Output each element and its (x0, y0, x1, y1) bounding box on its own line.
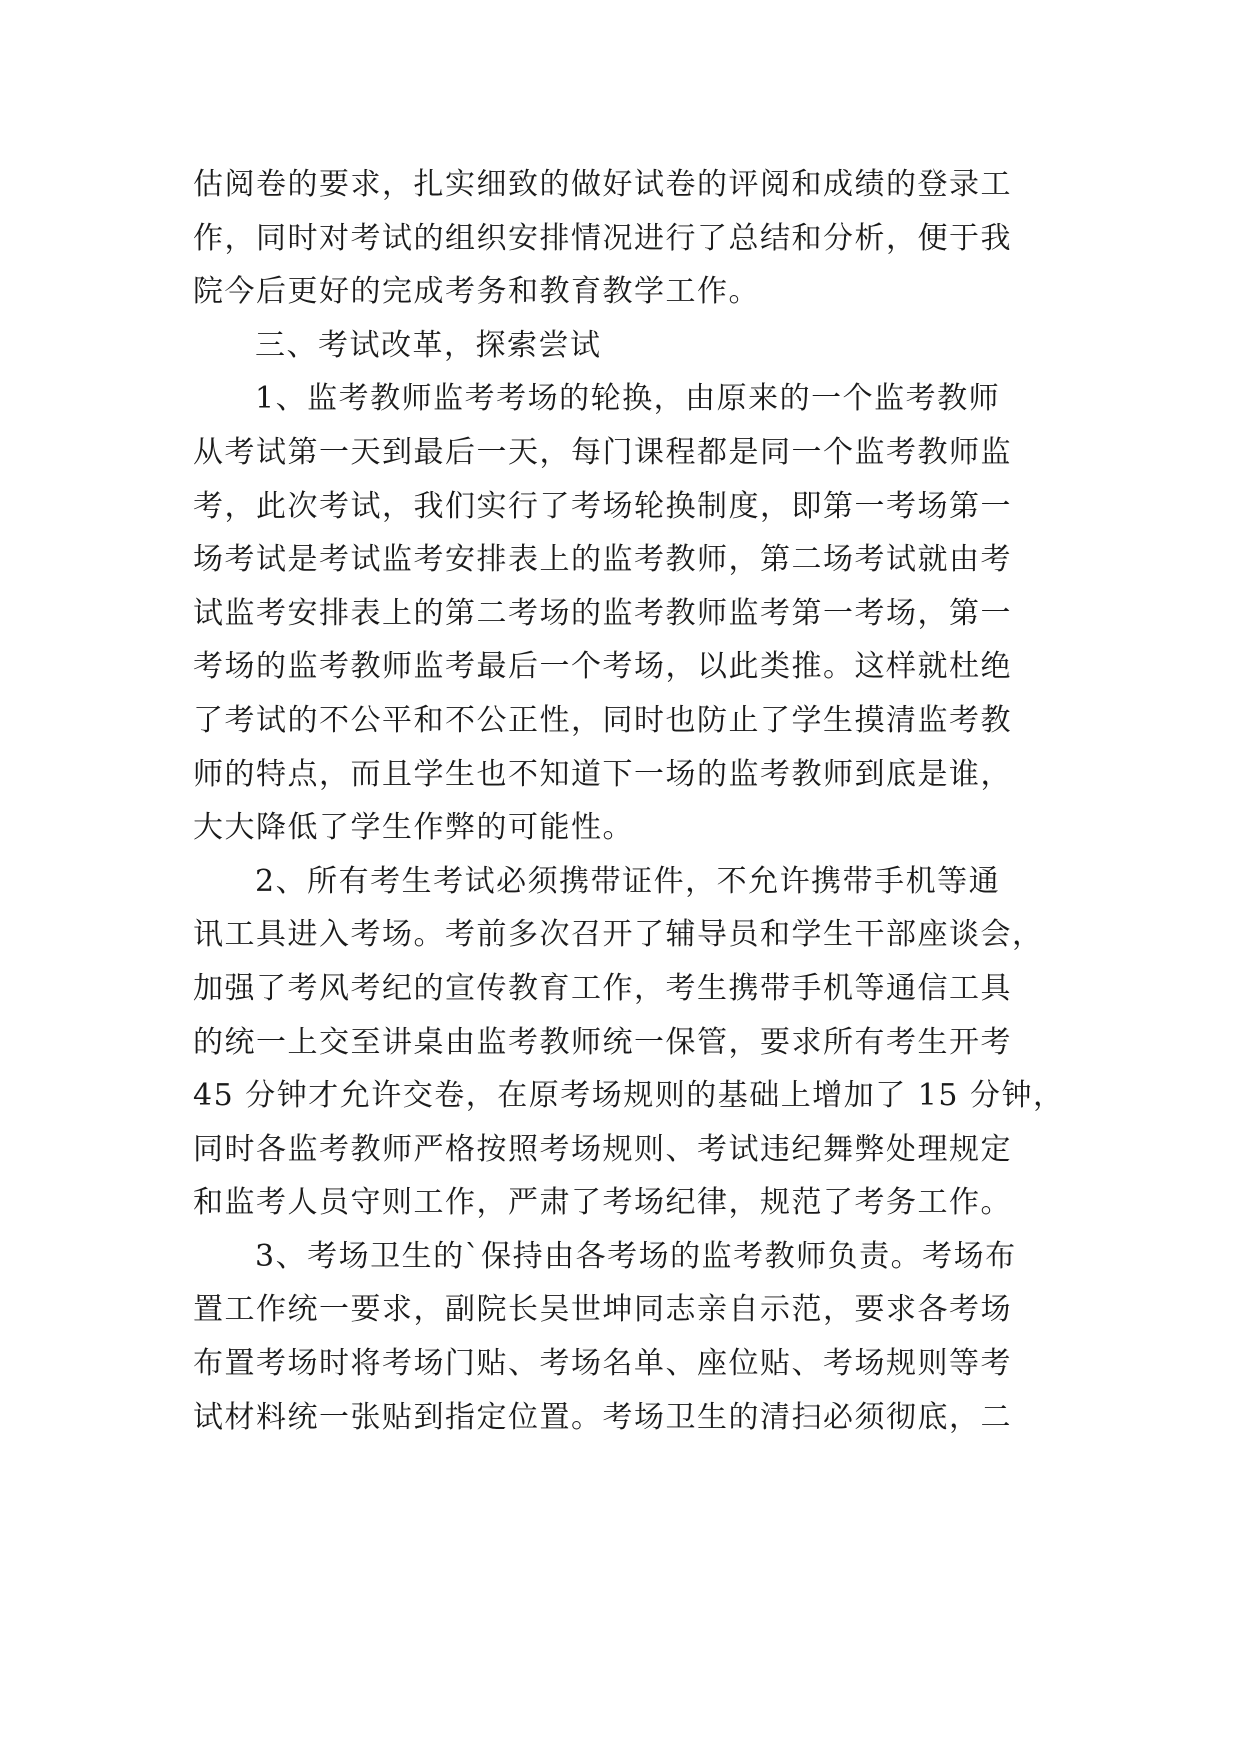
text-line: 估阅卷的要求，扎实细致的做好试卷的评阅和成绩的登录工 (193, 167, 1012, 202)
text-line: 院今后更好的完成考务和教育教学工作。 (193, 274, 760, 310)
text-line: 和监考人员守则工作，严肃了考场纪律，规范了考务工作。 (193, 1185, 1012, 1221)
text-line: 讯工具进入考场。考前多次召开了辅导员和学生干部座谈会， (193, 917, 1044, 953)
text-line: 从考试第一天到最后一天，每门课程都是同一个监考教师监 (193, 434, 1012, 470)
text-line: 大大降低了学生作弊的可能性。 (193, 810, 634, 846)
text-line: 加强了考风考纪的宣传教育工作，考生携带手机等通信工具 (193, 970, 1012, 1006)
text-line: 场考试是考试监考安排表上的监考教师，第二场考试就由考 (193, 542, 1012, 578)
text-line: 试材料统一张贴到指定位置。考场卫生的清扫必须彻底，二 (193, 1399, 1012, 1435)
paragraph-first-line: 三、考试改革，探索尝试 (255, 327, 602, 363)
text-line: 置工作统一要求，副院长吴世坤同志亲自示范，要求各考场 (193, 1292, 1012, 1328)
paragraph-first-line: 1、监考教师监考考场的轮换，由原来的一个监考教师 (255, 381, 1001, 417)
document-body (193, 158, 1065, 1444)
text-line: 了考试的不公平和不公正性，同时也防止了学生摸清监考教 (193, 702, 1012, 738)
paragraph-first-line: 2、所有考生考试必须携带证件，不允许携带手机等通 (255, 863, 1001, 899)
text-line: 布置考场时将考场门贴、考场名单、座位贴、考场规则等考 (193, 1346, 1012, 1382)
text-line: 作，同时对考试的组织安排情况进行了总结和分析，便于我 (193, 220, 1012, 256)
text-line: 45 分钟才允许交卷，在原考场规则的基础上增加了 15 分钟， (193, 1078, 1065, 1114)
text-line: 师的特点，而且学生也不知道下一场的监考教师到底是谁， (193, 756, 1012, 792)
text-line: 的统一上交至讲桌由监考教师统一保管，要求所有考生开考 (193, 1024, 1012, 1060)
text-line: 试监考安排表上的第二考场的监考教师监考第一考场，第一 (193, 595, 1012, 631)
text-line: 考场的监考教师监考最后一个考场，以此类推。这样就杜绝 (193, 649, 1012, 685)
text-line: 考，此次考试，我们实行了考场轮换制度，即第一考场第一 (193, 488, 1012, 524)
text-line: 同时各监考教师严格按照考场规则、考试违纪舞弊处理规定 (193, 1131, 1012, 1167)
paragraph-first-line: 3、考场卫生的`保持由各考场的监考教师负责。考场布 (255, 1238, 1017, 1274)
